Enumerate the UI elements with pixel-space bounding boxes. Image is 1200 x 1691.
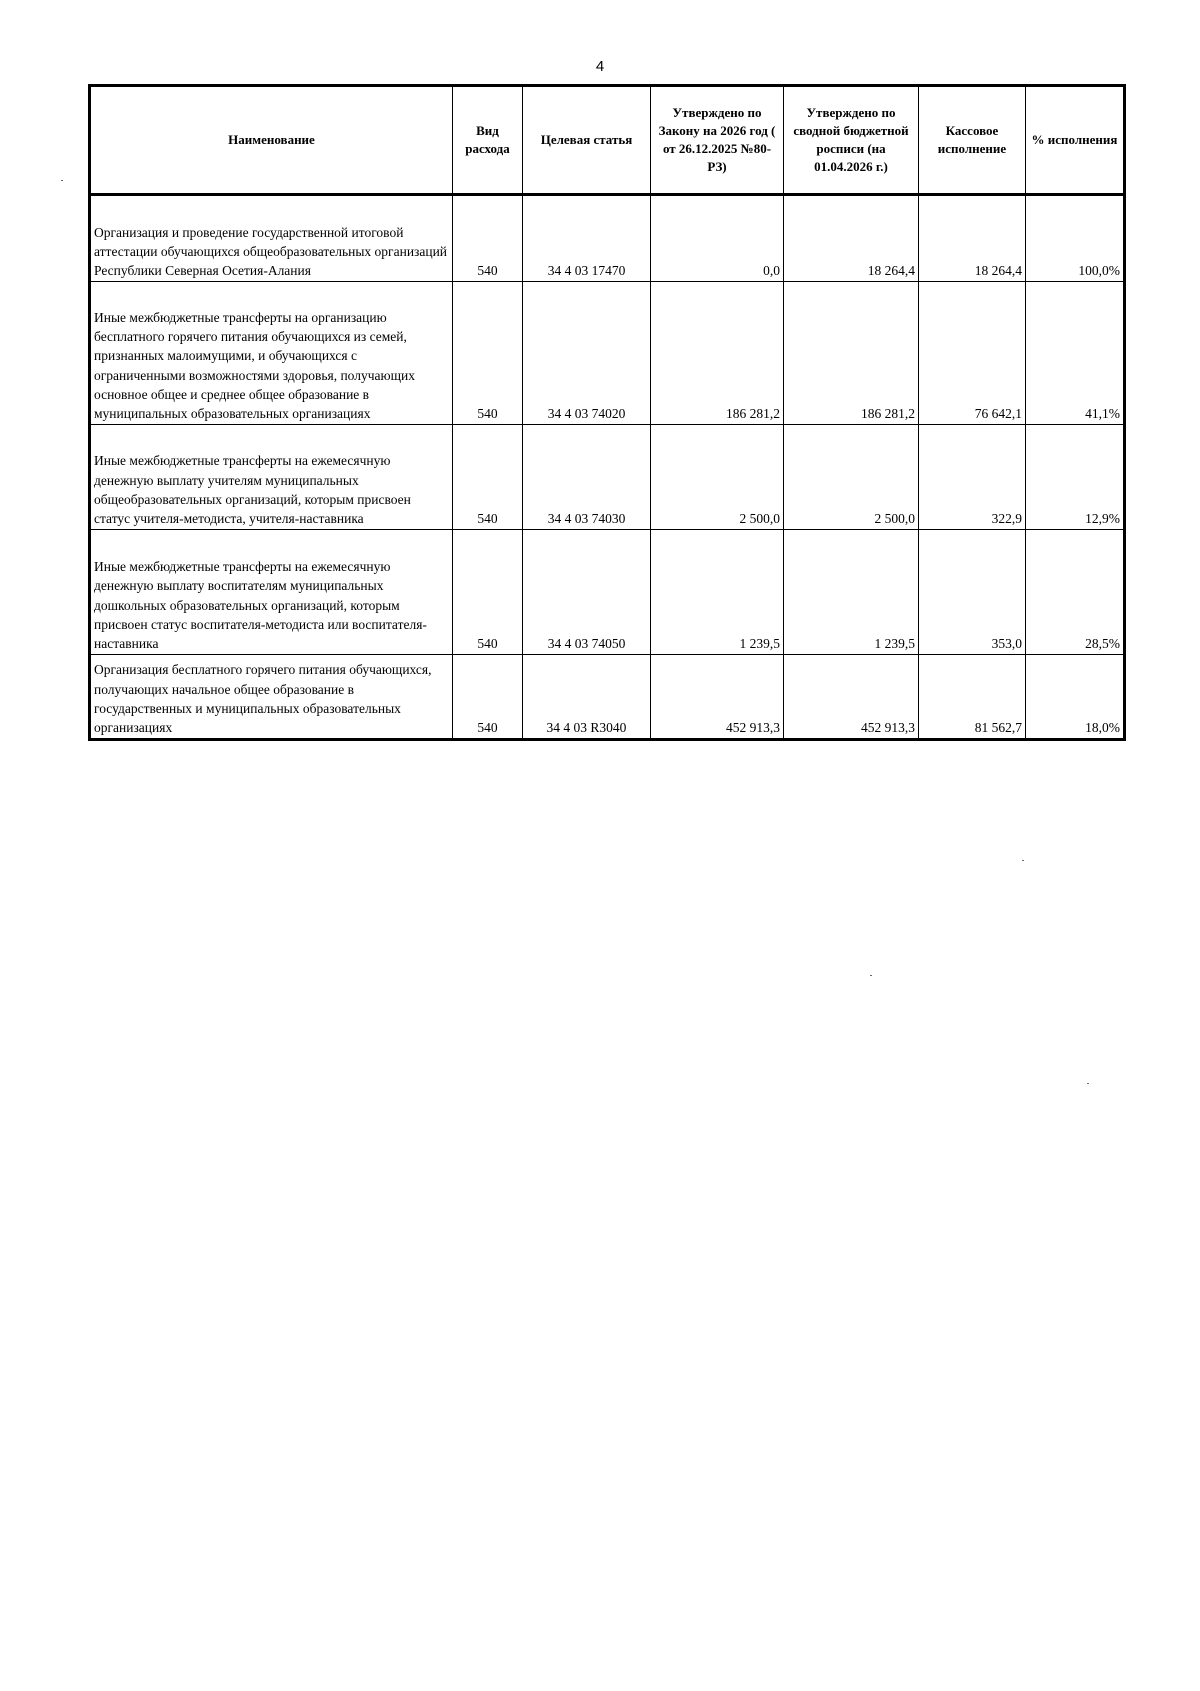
cell-percent: 28,5% bbox=[1026, 530, 1125, 655]
cell-plan: 1 239,5 bbox=[784, 530, 919, 655]
budget-execution-table bbox=[88, 84, 1126, 741]
header-article: Целевая статья bbox=[523, 86, 651, 195]
cell-cash: 81 562,7 bbox=[919, 655, 1026, 740]
scan-speck bbox=[870, 975, 872, 976]
header-kind: Вид расхода bbox=[453, 86, 523, 195]
cell-article: 34 4 03 R3040 bbox=[523, 655, 651, 740]
cell-kind: 540 bbox=[453, 530, 523, 655]
table-row bbox=[90, 282, 1125, 425]
table-row bbox=[90, 530, 1125, 655]
cell-cash: 322,9 bbox=[919, 425, 1026, 530]
cell-law: 186 281,2 bbox=[651, 282, 784, 425]
cell-name: Организация и проведение государственной итоговой аттестации обучающихся общеобразовательных организаций Республики Северная Осетия-Алания bbox=[90, 195, 453, 282]
cell-article: 34 4 03 74030 bbox=[523, 425, 651, 530]
cell-cash: 353,0 bbox=[919, 530, 1026, 655]
page-number: 4 bbox=[595, 58, 605, 75]
header-name: Наименование bbox=[90, 86, 453, 195]
cell-law: 2 500,0 bbox=[651, 425, 784, 530]
scan-speck bbox=[61, 180, 63, 181]
cell-percent: 12,9% bbox=[1026, 425, 1125, 530]
cell-law: 1 239,5 bbox=[651, 530, 784, 655]
cell-percent: 41,1% bbox=[1026, 282, 1125, 425]
cell-kind: 540 bbox=[453, 425, 523, 530]
cell-article: 34 4 03 17470 bbox=[523, 195, 651, 282]
cell-plan: 186 281,2 bbox=[784, 282, 919, 425]
cell-plan: 452 913,3 bbox=[784, 655, 919, 740]
cell-cash: 76 642,1 bbox=[919, 282, 1026, 425]
header-cash: Кассовое исполнение bbox=[919, 86, 1026, 195]
table-row bbox=[90, 655, 1125, 740]
header-law: Утверждено по Закону на 2026 год ( от 26.12.2025 №80-РЗ) bbox=[651, 86, 784, 195]
cell-percent: 18,0% bbox=[1026, 655, 1125, 740]
cell-name: Иные межбюджетные трансферты на ежемесячную денежную выплату учителям муниципальных общеобразовательных организаций, которым присвоен статус учителя-методиста, учителя-наставника bbox=[90, 425, 453, 530]
cell-article: 34 4 03 74050 bbox=[523, 530, 651, 655]
cell-name: Организация бесплатного горячего питания обучающихся, получающих начальное общее образование в государственных и муниципальных образовательных организациях bbox=[90, 655, 453, 740]
cell-kind: 540 bbox=[453, 282, 523, 425]
cell-law: 452 913,3 bbox=[651, 655, 784, 740]
header-percent: % исполнения bbox=[1026, 86, 1125, 195]
cell-cash: 18 264,4 bbox=[919, 195, 1026, 282]
cell-kind: 540 bbox=[453, 655, 523, 740]
cell-plan: 2 500,0 bbox=[784, 425, 919, 530]
cell-plan: 18 264,4 bbox=[784, 195, 919, 282]
table-row bbox=[90, 195, 1125, 282]
cell-law: 0,0 bbox=[651, 195, 784, 282]
cell-kind: 540 bbox=[453, 195, 523, 282]
scan-speck bbox=[1087, 1083, 1089, 1084]
cell-name: Иные межбюджетные трансферты на ежемесячную денежную выплату воспитателям муниципальных дошкольных образовательных организаций, которым присвоен статус воспитателя-методиста или воспитателя-наставника bbox=[90, 530, 453, 655]
cell-article: 34 4 03 74020 bbox=[523, 282, 651, 425]
table-row bbox=[90, 425, 1125, 530]
cell-name: Иные межбюджетные трансферты на организацию бесплатного горячего питания обучающихся из семей, признанных малоимущими, и обучающихся с ограниченными возможностями здоровья, получающих основное общее и среднее общее образование в муниципальных образовательных организациях bbox=[90, 282, 453, 425]
scan-speck bbox=[1022, 860, 1024, 861]
cell-percent: 100,0% bbox=[1026, 195, 1125, 282]
header-plan: Утверждено по сводной бюджетной росписи (на 01.04.2026 г.) bbox=[784, 86, 919, 195]
table-header-row bbox=[90, 86, 1125, 195]
